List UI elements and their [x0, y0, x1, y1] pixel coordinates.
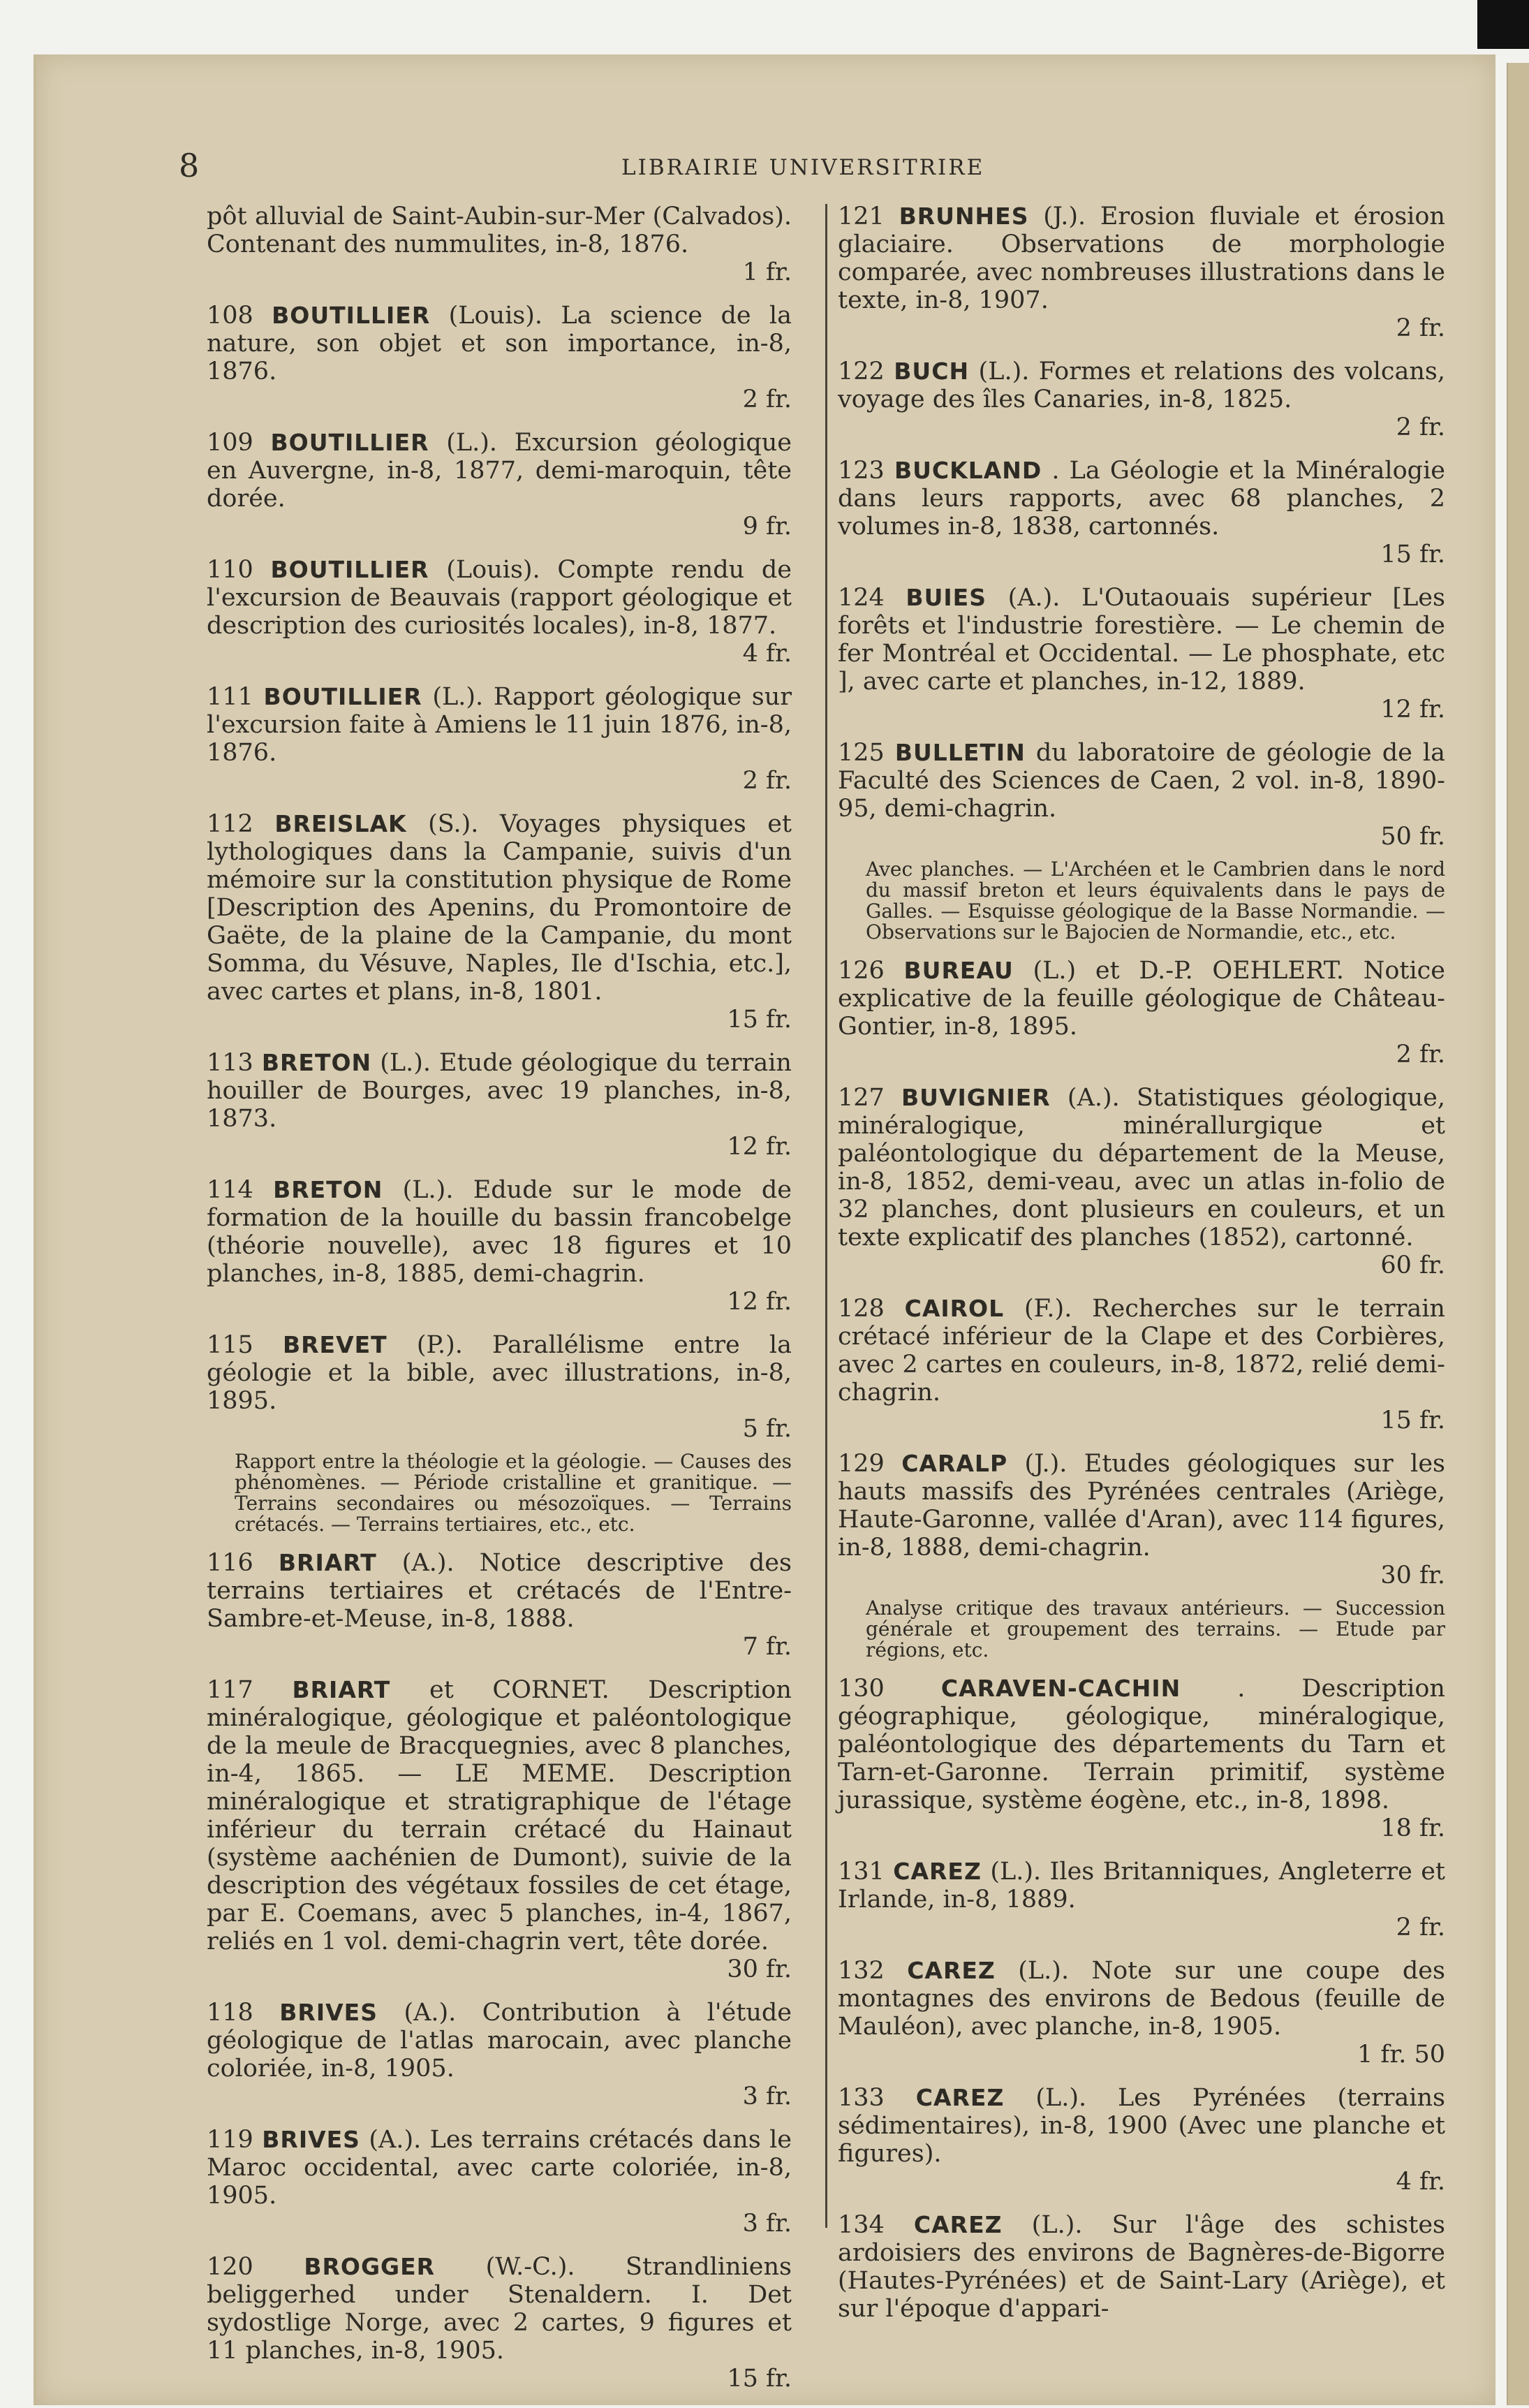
catalog-entry — [838, 457, 1445, 568]
catalog-entry — [207, 810, 792, 1034]
entry-number: 131 — [838, 1858, 885, 1886]
entry-price: 15 fr. — [727, 2365, 792, 2393]
entry-price: 2 fr. — [1396, 1914, 1445, 1941]
entry-author: CAREZ — [893, 1858, 982, 1885]
entry-description: (L.). Etude géologique du terrain houiller de Bourges, avec 19 planches, in-8, 1873. — [207, 1049, 792, 1133]
entry-number: 129 — [838, 1450, 885, 1478]
entry-number: 108 — [207, 302, 253, 330]
entry-price: 3 fr. — [742, 2083, 792, 2110]
catalog-entry — [207, 1676, 792, 1983]
entry-description: (L.) et D.-P. OEHLERT. Notice explicative de la feuille géologique de Château-Gontier, in-8, 1895. — [838, 957, 1445, 1041]
entry-number: 110 — [207, 556, 253, 584]
entry-author: BULLETIN — [894, 739, 1026, 766]
catalog-entry — [207, 2253, 792, 2393]
entry-description: (J.). Erosion fluviale et érosion glaciaire. Observations de morphologie comparée, avec nombreuses illustrations dans le texte, in-8, 1907. — [838, 203, 1445, 314]
entry-description: (P.). Parallélisme entre la géologie et la bible, avec illustrations, in-8, 1895. — [207, 1331, 792, 1415]
right-column — [838, 203, 1445, 2338]
entry-description: (L.). Les Pyrénées (terrains sédimentaires), in-8, 1900 (Avec une planche et figures). — [838, 2084, 1445, 2168]
catalog-entry — [207, 1549, 792, 1661]
catalog-entry — [207, 429, 792, 541]
entry-price: 2 fr. — [742, 767, 792, 795]
entry-number: 132 — [838, 1957, 885, 1985]
entry-number: 127 — [838, 1084, 885, 1112]
entry-description: (L.). Edude sur le mode de formation de la houille du bassin francobelge (théorie nouvelle), avec 18 figures et 10 planches, in-8, 1885, demi-chagrin. — [207, 1176, 792, 1288]
entry-price: 60 fr. — [1380, 1251, 1445, 1279]
entry-number: 125 — [838, 739, 885, 767]
entry-author: BUREAU — [903, 957, 1014, 984]
entry-contents-note: Analyse critique des travaux antérieurs. — Succession générale et groupement des terrains. — Etude par régions, etc. — [866, 1596, 1445, 1661]
entry-author: BOUTILLIER — [272, 302, 431, 329]
entry-author: BUIES — [906, 584, 987, 611]
entry-number: 112 — [207, 810, 253, 838]
entry-description: pôt alluvial de Saint-Aubin-sur-Mer (Calvados). Contenant des nummulites, in-8, 1876. — [207, 203, 792, 258]
catalog-entry — [207, 1331, 792, 1443]
entry-author: BRIART — [278, 1549, 377, 1576]
entry-author: BROGGER — [304, 2253, 436, 2280]
entry-description: (S.). Voyages physiques et lythologiques dans la Campanie, suivis d'un mémoire sur la constitution physique de Rome [Description des Apenins, du Promontoire de Gaëte, de la plaine de la Campanie, du mont Somma, du Vésuve, Naples, Ile d'Ischia, etc.], avec cartes et plans, in-8, 1801. — [207, 810, 792, 1006]
entry-author: BRIVES — [279, 1999, 378, 2026]
entry-price: 12 fr. — [1380, 696, 1445, 724]
entry-description: (A.). Notice descriptive des terrains tertiaires et crétacés de l'Entre-Sambre-et-Meuse, in-8, 1888. — [207, 1549, 792, 1633]
entry-description: (L.). Excursion géologique en Auvergne, in-8, 1877, demi-maroquin, tête dorée. — [207, 429, 792, 513]
running-head: LIBRAIRIE UNIVERSITRIRE — [621, 155, 985, 180]
catalog-entry — [207, 556, 792, 668]
catalog-entry — [838, 1295, 1445, 1434]
entry-description: (A.). Contribution à l'étude géologique de l'atlas marocain, avec planche coloriée, in-8, 1905. — [207, 1999, 792, 2083]
entry-number: 117 — [207, 1676, 253, 1704]
entry-description: (F.). Recherches sur le terrain crétacé inférieur de la Clape et des Corbières, avec 2 cartes en couleurs, in-8, 1872, relié demi-chagrin. — [838, 1295, 1445, 1407]
left-column — [207, 203, 792, 2408]
entry-author: CARALP — [901, 1450, 1008, 1477]
catalog-entry — [207, 683, 792, 795]
catalog-entry — [838, 1084, 1445, 1279]
entry-price: 30 fr. — [1380, 1562, 1445, 1590]
entry-description: (W.-C.). Strandliniens beliggerhed under Stenaldern. I. Det sydostlige Norge, avec 2 cartes, 9 figures et 11 planches, in-8, 1905. — [207, 2253, 792, 2365]
entry-price: 4 fr. — [742, 640, 792, 668]
entry-author: BREISLAK — [274, 810, 407, 837]
entry-author: BUVIGNIER — [901, 1084, 1051, 1111]
entry-author: CAREZ — [913, 2211, 1003, 2238]
entry-description: (J.). Etudes géologiques sur les hauts massifs des Pyrénées centrales (Ariège, Haute-Garonne, vallée d'Aran), avec 114 figures, in-8, 1888, demi-chagrin. — [838, 1450, 1445, 1562]
entry-description: (L.). Rapport géologique sur l'excursion faite à Amiens le 11 juin 1876, in-8, 1876. — [207, 683, 792, 767]
entry-description: et CORNET. Description minéralogique, géologique et paléontologique de la meule de Bracquegnies, avec 8 planches, in-4, 1865. — LE MEME. Description minéralogique et stratigraphique de l'étage inférieur du terrain crétacé du Hainaut (système aachénien de Dumont), suivie de la description des végétaux fossiles de cet étage, par E. Coemans, avec 5 planches, in-4, 1867, reliés en 1 vol. demi-chagrin vert, tête dorée. — [207, 1676, 792, 1955]
catalog-entry — [838, 2084, 1445, 2196]
entry-price: 30 fr. — [727, 1955, 792, 1983]
catalog-entry — [207, 203, 792, 286]
entry-number: 113 — [207, 1049, 253, 1077]
entry-price: 50 fr. — [1380, 823, 1445, 851]
entry-price: 9 fr. — [742, 513, 792, 541]
catalog-entry — [207, 1049, 792, 1161]
entry-number: 128 — [838, 1295, 885, 1323]
entry-author: BRIART — [292, 1676, 391, 1703]
entry-description: (Louis). Compte rendu de l'excursion de Beauvais (rapport géologique et description des curiosités locales), in-8, 1877. — [207, 556, 792, 640]
page-number: 8 — [179, 147, 200, 184]
entry-price: 5 fr. — [742, 1415, 792, 1443]
entry-author: BRIVES — [262, 2126, 360, 2153]
entry-number: 124 — [838, 584, 885, 612]
entry-author: BOUTILLIER — [270, 429, 429, 456]
entry-number: 111 — [207, 683, 253, 711]
entry-author: CARAVEN-CACHIN — [940, 1675, 1181, 1702]
entry-price: 1 fr. — [742, 258, 792, 286]
entry-description: . La Géologie et la Minéralogie dans leurs rapports, avec 68 planches, 2 volumes in-8, 1838, cartonnés. — [838, 457, 1445, 541]
entry-price: 2 fr. — [1396, 1041, 1445, 1069]
catalog-entry — [838, 1957, 1445, 2069]
entry-price: 3 fr. — [742, 2210, 792, 2238]
entry-description: (L.). Iles Britanniques, Angleterre et Irlande, in-8, 1889. — [838, 1858, 1445, 1914]
catalog-entry — [838, 584, 1445, 724]
entry-price: 2 fr. — [742, 386, 792, 413]
entry-author: BOUTILLIER — [263, 683, 422, 710]
entry-description: (A.). Statistiques géologique, minéralogique, minérallurgique et paléontologique du département de la Meuse, in-8, 1852, demi-veau, avec un atlas in-folio de 32 planches, dont plusieurs en couleurs, et un texte explicatif des planches (1852), cartonné. — [838, 1084, 1445, 1251]
entry-description: (Louis). La science de la nature, son objet et son importance, in-8, 1876. — [207, 302, 792, 386]
entry-contents-note: Avec planches. — L'Archéen et le Cambrien dans le nord du massif breton et leurs équivalents dans le pays de Galles. — Esquisse géologique de la Basse Normandie. — Observations sur le Bajocien de Normandie, etc., etc. — [866, 858, 1445, 944]
entry-contents-note: Rapport entre la théologie et la géologie. — Causes des phénomènes. — Période cristalline et granitique. — Terrains secondaires ou mésozoïques. — Terrains crétacés. — Terrains tertiaires, etc., etc. — [235, 1450, 792, 1536]
entry-description: (L.). Formes et relations des volcans, voyage des îles Canaries, in-8, 1825. — [838, 358, 1445, 413]
entry-price: 4 fr. — [1396, 2168, 1445, 2196]
entry-price: 2 fr. — [1396, 314, 1445, 342]
entry-number: 109 — [207, 429, 253, 457]
entry-number: 114 — [207, 1176, 253, 1204]
catalog-entry — [838, 2211, 1445, 2323]
catalog-entry — [838, 957, 1445, 1069]
entry-author: BRUNHES — [899, 203, 1029, 230]
catalog-entry — [838, 1858, 1445, 1941]
entry-price: 15 fr. — [727, 1006, 792, 1034]
entry-author: BUCH — [894, 358, 970, 385]
entry-price: 1 fr. 50 — [1357, 2041, 1445, 2069]
entry-price: 18 fr. — [1380, 1814, 1445, 1842]
entry-price: 15 fr. — [1380, 541, 1445, 568]
entry-description: (L.). Note sur une coupe des montagnes des environs de Bedous (feuille de Mauléon), avec planche, in-8, 1905. — [838, 1957, 1445, 2041]
catalog-entry — [207, 302, 792, 413]
entry-author: CAIROL — [904, 1295, 1005, 1322]
entry-price: 12 fr. — [727, 1288, 792, 1316]
entry-author: CAREZ — [907, 1957, 996, 1984]
entry-number: 116 — [207, 1549, 253, 1577]
entry-price: 15 fr. — [1380, 1407, 1445, 1434]
scan-border — [1477, 0, 1529, 49]
entry-author: BRETON — [261, 1049, 372, 1076]
catalog-entry — [838, 1450, 1445, 1590]
entry-description: . Description géographique, géologique, minéralogique, paléontologique des départements du Tarn et Tarn-et-Garonne. Terrain primitif, système jurassique, système éogène, etc., in-8, 1898. — [838, 1675, 1445, 1814]
entry-number: 122 — [838, 358, 885, 386]
catalog-entry — [838, 358, 1445, 441]
entry-price: 12 fr. — [727, 1133, 792, 1161]
entry-author: BOUTILLIER — [270, 556, 429, 583]
column-divider — [825, 204, 827, 2228]
entry-price: 2 fr. — [1396, 413, 1445, 441]
catalog-entry — [838, 1675, 1445, 1842]
page-edge — [1507, 63, 1529, 2405]
entry-author: CAREZ — [915, 2084, 1005, 2111]
entry-number: 134 — [838, 2211, 885, 2239]
entry-number: 119 — [207, 2126, 253, 2154]
entry-description: (A.). L'Outaouais supérieur [Les forêts et l'industrie forestière. — Le chemin de fer Montréal et Occidental. — Le phosphate, etc ], avec carte et planches, in-12, 1889. — [838, 584, 1445, 696]
entry-number: 121 — [838, 203, 885, 230]
catalog-entry — [838, 739, 1445, 851]
entry-number: 120 — [207, 2253, 253, 2281]
entry-number: 115 — [207, 1331, 253, 1359]
entry-number: 130 — [838, 1675, 885, 1703]
entry-description: (A.). Les terrains crétacés dans le Maroc occidental, avec carte coloriée, in-8, 1905. — [207, 2126, 792, 2210]
entry-description: du laboratoire de géologie de la Faculté des Sciences de Caen, 2 vol. in-8, 1890-95, demi-chagrin. — [838, 739, 1445, 823]
catalog-entry — [207, 2126, 792, 2238]
catalog-entry — [838, 203, 1445, 342]
entry-price: 7 fr. — [742, 1633, 792, 1661]
catalog-entry — [207, 1999, 792, 2110]
entry-number: 126 — [838, 957, 885, 985]
catalog-entry — [207, 1176, 792, 1316]
entry-author: BREVET — [282, 1331, 387, 1358]
entry-description: (L.). Sur l'âge des schistes ardoisiers des environs de Bagnères-de-Bigorre (Hautes-Pyrénées) et de Saint-Lary (Ariège), et sur l'époque d'appari- — [838, 2211, 1445, 2323]
entry-author: BUCKLAND — [894, 457, 1042, 484]
entry-number: 123 — [838, 457, 885, 485]
entry-number: 118 — [207, 1999, 253, 2027]
entry-number: 133 — [838, 2084, 885, 2112]
entry-author: BRETON — [273, 1176, 383, 1203]
